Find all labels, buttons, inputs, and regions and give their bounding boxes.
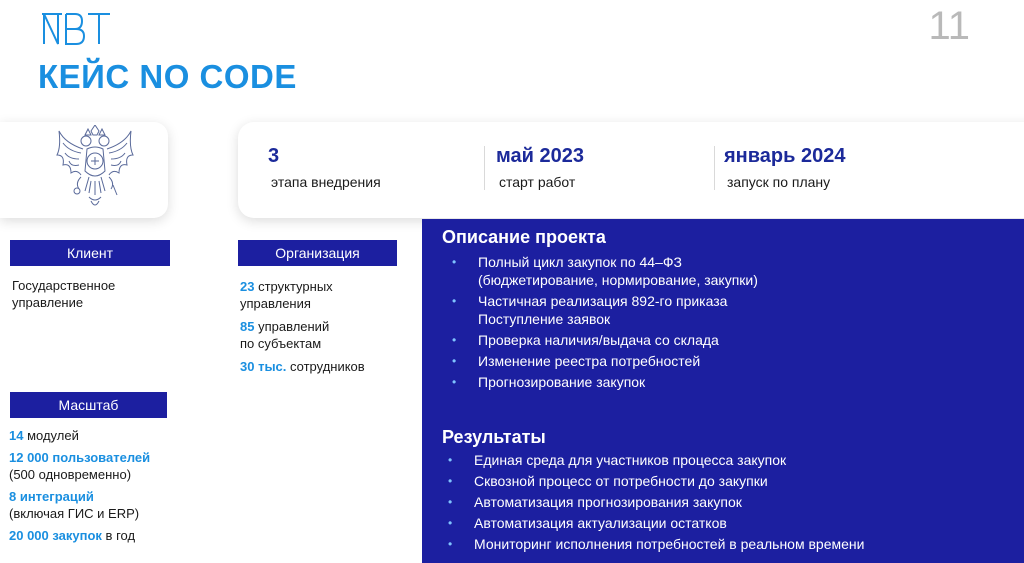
stat-stages [268,145,381,190]
org-item [240,278,365,295]
description-list [452,253,1012,394]
stats-card [238,122,1024,218]
client-text [12,277,115,311]
result-item [448,514,1018,532]
scale-number: 12 000 пользователей [9,450,151,465]
bullet-icon: • [452,255,457,269]
scale-number: 8 интеграций [9,489,94,504]
scale-item [9,527,150,544]
stat-start [496,145,584,190]
client-line: управление [12,295,84,310]
description-item [452,373,1012,391]
bullet-icon: • [452,294,457,308]
item-line: Сквозной процесс от потребности до закупки [474,473,768,489]
client-tag: Клиент [10,240,170,266]
stat-value: январь 2024 [724,145,846,167]
bullet-icon: • [452,375,457,389]
item-line: Поступление заявок [478,311,611,327]
result-item [448,535,1018,553]
scale-text: в год [101,528,136,543]
org-number: 85 [240,319,255,334]
stat-divider [484,146,485,190]
description-item [452,253,1012,289]
results-heading: Результаты [442,427,546,447]
page-number: 11 [928,4,970,48]
stat-value: 3 [268,145,280,167]
item-line: Единая среда для участников процесса закупок [474,452,787,468]
item-line: (бюджетирование, нормирование, закупки) [478,272,758,288]
bullet-icon: • [448,453,453,467]
bullet-icon: • [452,333,457,347]
result-item [448,493,1018,511]
item-line: Автоматизация актуализации остатков [474,515,727,531]
scale-number: 20 000 закупок [9,528,102,543]
stat-label: старт работ [499,174,576,190]
scale-list [9,427,150,544]
bullet-icon: • [448,516,453,530]
scale-number: 14 [9,428,24,443]
org-number: 23 [240,279,255,294]
project-panel [422,219,1024,563]
stat-label: запуск по плану [727,174,831,190]
item-line: Полный цикл закупок по 44–ФЗ [478,254,682,270]
client-line: Государственное [12,278,116,293]
org-text: управлений [254,319,330,334]
result-item [448,451,1018,469]
stat-label: этапа внедрения [271,174,381,190]
item-line: Прогнозирование закупок [478,374,646,390]
scale-text: модулей [23,428,79,443]
org-number: 30 тыс. [240,359,287,374]
description-item [452,292,1012,328]
description-item [452,352,1012,370]
scale-tag: Масштаб [10,392,167,418]
item-line: Мониторинг исполнения потребностей в реальном времени [474,536,865,552]
item-line: Частичная реализация 892-го приказа [478,293,728,309]
results-list [448,451,1018,556]
item-line: Проверка наличия/выдача со склада [478,332,719,348]
scale-text: (включая ГИС и ERP) [9,506,140,521]
organization-list [240,278,365,375]
bullet-icon: • [448,537,453,551]
bullet-icon: • [448,474,453,488]
description-item [452,331,1012,349]
organization-tag: Организация [238,240,397,266]
org-item [240,318,365,335]
scale-text: (500 одновременно) [9,467,132,482]
stat-launch [724,145,845,190]
stat-divider [714,146,715,190]
scale-item [9,427,150,444]
description-heading: Описание проекта [442,227,606,247]
item-line: Изменение реестра потребностей [478,353,701,369]
bullet-icon: • [452,354,457,368]
org-text: структурных [254,279,333,294]
org-text: сотрудников [286,359,365,374]
bullet-icon: • [448,495,453,509]
nbt-logo [40,10,112,46]
org-item-cont: по субъектам [240,336,322,351]
stat-value: май 2023 [496,145,584,167]
item-line: Автоматизация прогнозирования закупок [474,494,742,510]
org-item-cont: управления [240,296,311,311]
page-title: КЕЙС NO CODE [38,58,297,95]
eagle-emblem-icon [55,125,135,213]
org-item [240,358,365,375]
result-item [448,472,1018,490]
